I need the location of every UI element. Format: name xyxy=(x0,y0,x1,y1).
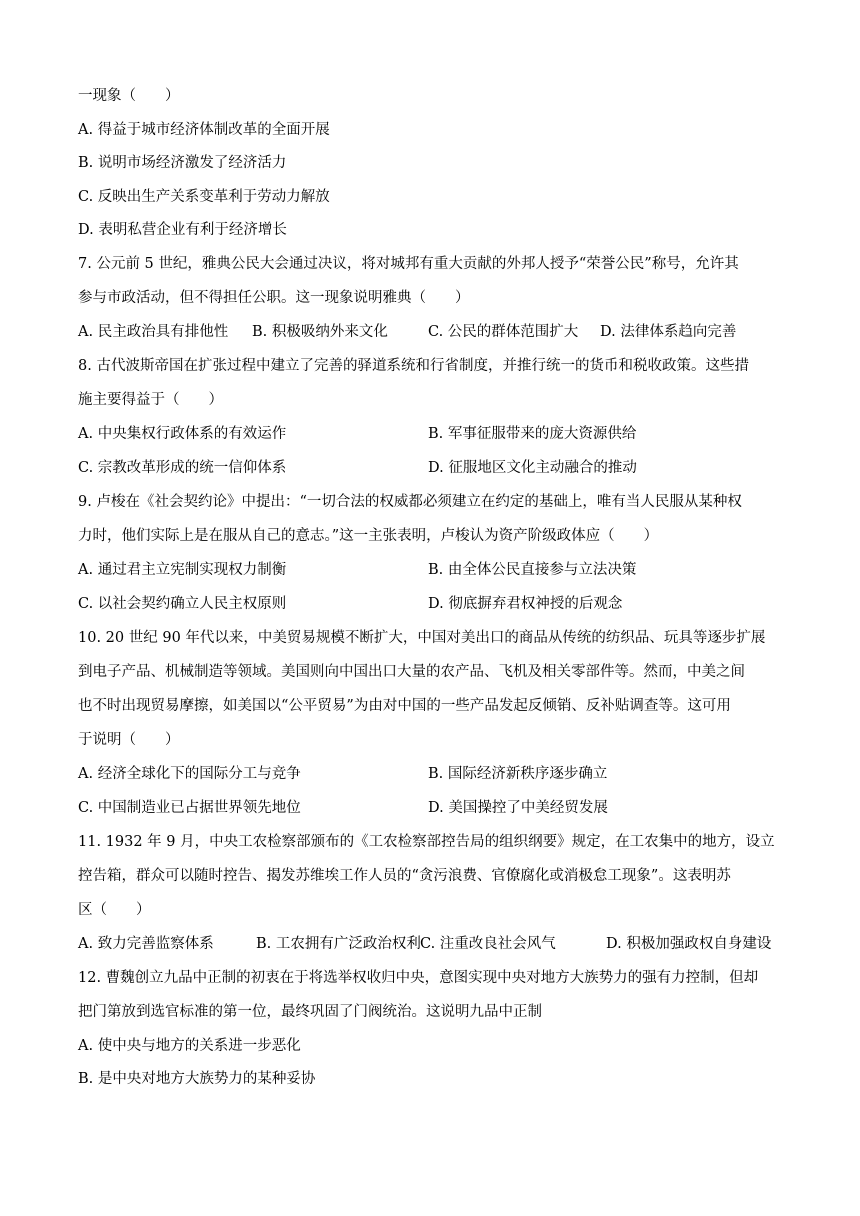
q12-option-a: A. 使中央与地方的关系进一步恶化 xyxy=(78,1038,301,1054)
q8-option-c: C. 宗教改革形成的统一信仰体系 xyxy=(78,460,287,476)
q10-option-a: A. 经济全球化下的国际分工与竞争 xyxy=(78,766,301,782)
q9-option-d: D. 彻底摒弃君权神授的后观念 xyxy=(428,596,623,612)
q6-option-b: B. 说明市场经济激发了经济活力 xyxy=(78,155,287,171)
q7-option-c: C. 公民的群体范围扩大 xyxy=(428,324,579,340)
q7-option-b: B. 积极吸纳外来文化 xyxy=(252,324,388,340)
q9-option-a: A. 通过君主立宪制实现权力制衡 xyxy=(78,562,287,578)
q8-stem-line-2: 施主要得益于（ ） xyxy=(78,392,223,408)
q10-option-b: B. 国际经济新秩序逐步确立 xyxy=(428,766,608,782)
q7-stem-line-1: 7. 公元前 5 世纪，雅典公民大会通过决议，将对城邦有重大贡献的外邦人授予“荣誉公民”称号，允许其 xyxy=(78,256,739,272)
q12-option-b: B. 是中央对地方大族势力的某种妥协 xyxy=(78,1071,316,1087)
q8-option-b: B. 军事征服带来的庞大资源供给 xyxy=(428,426,637,442)
text-line: 一现象（ ） xyxy=(78,88,180,104)
q11-option-a: A. 致力完善监察体系 xyxy=(78,936,214,952)
q11-stem-line-3: 区（ ） xyxy=(78,902,151,918)
q8-option-a: A. 中央集权行政体系的有效运作 xyxy=(78,426,287,442)
q9-option-b: B. 由全体公民直接参与立法决策 xyxy=(428,562,637,578)
q7-stem-line-2: 参与市政活动，但不得担任公职。这一现象说明雅典（ ） xyxy=(78,290,470,306)
q9-stem-line-2: 力时，他们实际上是在服从自己的意志。”这一主张表明，卢梭认为资产阶级政体应（ ） xyxy=(78,528,659,544)
q11-option-d: D. 积极加强政权自身建设 xyxy=(606,936,772,952)
q12-stem-line-1: 12. 曹魏创立九品中正制的初衷在于将选举权收归中央，意图实现中央对地方大族势力的强有力控制，但却 xyxy=(78,970,759,986)
q11-stem-line-1: 11. 1932 年 9 月，中央工农检察部颁布的《工农检察部控告局的组织纲要》规定，在工农集中的地方，设立 xyxy=(78,834,775,850)
q10-stem-line-1: 10. 20 世纪 90 年代以来，中美贸易规模不断扩大，中国对美出口的商品从传统的纺织品、玩具等逐步扩展 xyxy=(78,630,766,646)
q10-option-d: D. 美国操控了中美经贸发展 xyxy=(428,800,608,816)
q9-stem-line-1: 9. 卢梭在《社会契约论》中提出：“一切合法的权威都必须建立在约定的基础上，唯有当人民服从某种权 xyxy=(78,494,742,510)
q7-option-a: A. 民主政治具有排他性 xyxy=(78,324,229,340)
q11-option-b: B. 工农拥有广泛政治权利 xyxy=(256,936,421,952)
q7-option-d: D. 法律体系趋向完善 xyxy=(600,324,737,340)
q9-option-c: C. 以社会契约确立人民主权原则 xyxy=(78,596,287,612)
q11-stem-line-2: 控告箱，群众可以随时控告、揭发苏维埃工作人员的“贪污浪费、官僚腐化或消极怠工现象”。这表明苏 xyxy=(78,868,731,884)
q6-option-d: D. 表明私营企业有利于经济增长 xyxy=(78,222,287,238)
q10-stem-line-3: 也不时出现贸易摩擦，如美国以“公平贸易”为由对中国的一些产品发起反倾销、反补贴调查等。这可用 xyxy=(78,698,731,714)
q8-stem-line-1: 8. 古代波斯帝国在扩张过程中建立了完善的驿道系统和行省制度，并推行统一的货币和税收政策。这些措 xyxy=(78,358,749,374)
q6-option-a: A. 得益于城市经济体制改革的全面开展 xyxy=(78,122,330,138)
q6-option-c: C. 反映出生产关系变革利于劳动力解放 xyxy=(78,189,330,205)
q8-option-d: D. 征服地区文化主动融合的推动 xyxy=(428,460,637,476)
q12-stem-line-2: 把门第放到选官标准的第一位，最终巩固了门阀统治。这说明九品中正制 xyxy=(78,1004,542,1020)
q10-stem-line-2: 到电子产品、机械制造等领域。美国则向中国出口大量的农产品、飞机及相关零部件等。然而，中美之间 xyxy=(78,664,745,680)
q10-option-c: C. 中国制造业已占据世界领先地位 xyxy=(78,800,301,816)
q11-option-c: C. 注重改良社会风气 xyxy=(420,936,556,952)
q10-stem-line-4: 于说明（ ） xyxy=(78,732,180,748)
